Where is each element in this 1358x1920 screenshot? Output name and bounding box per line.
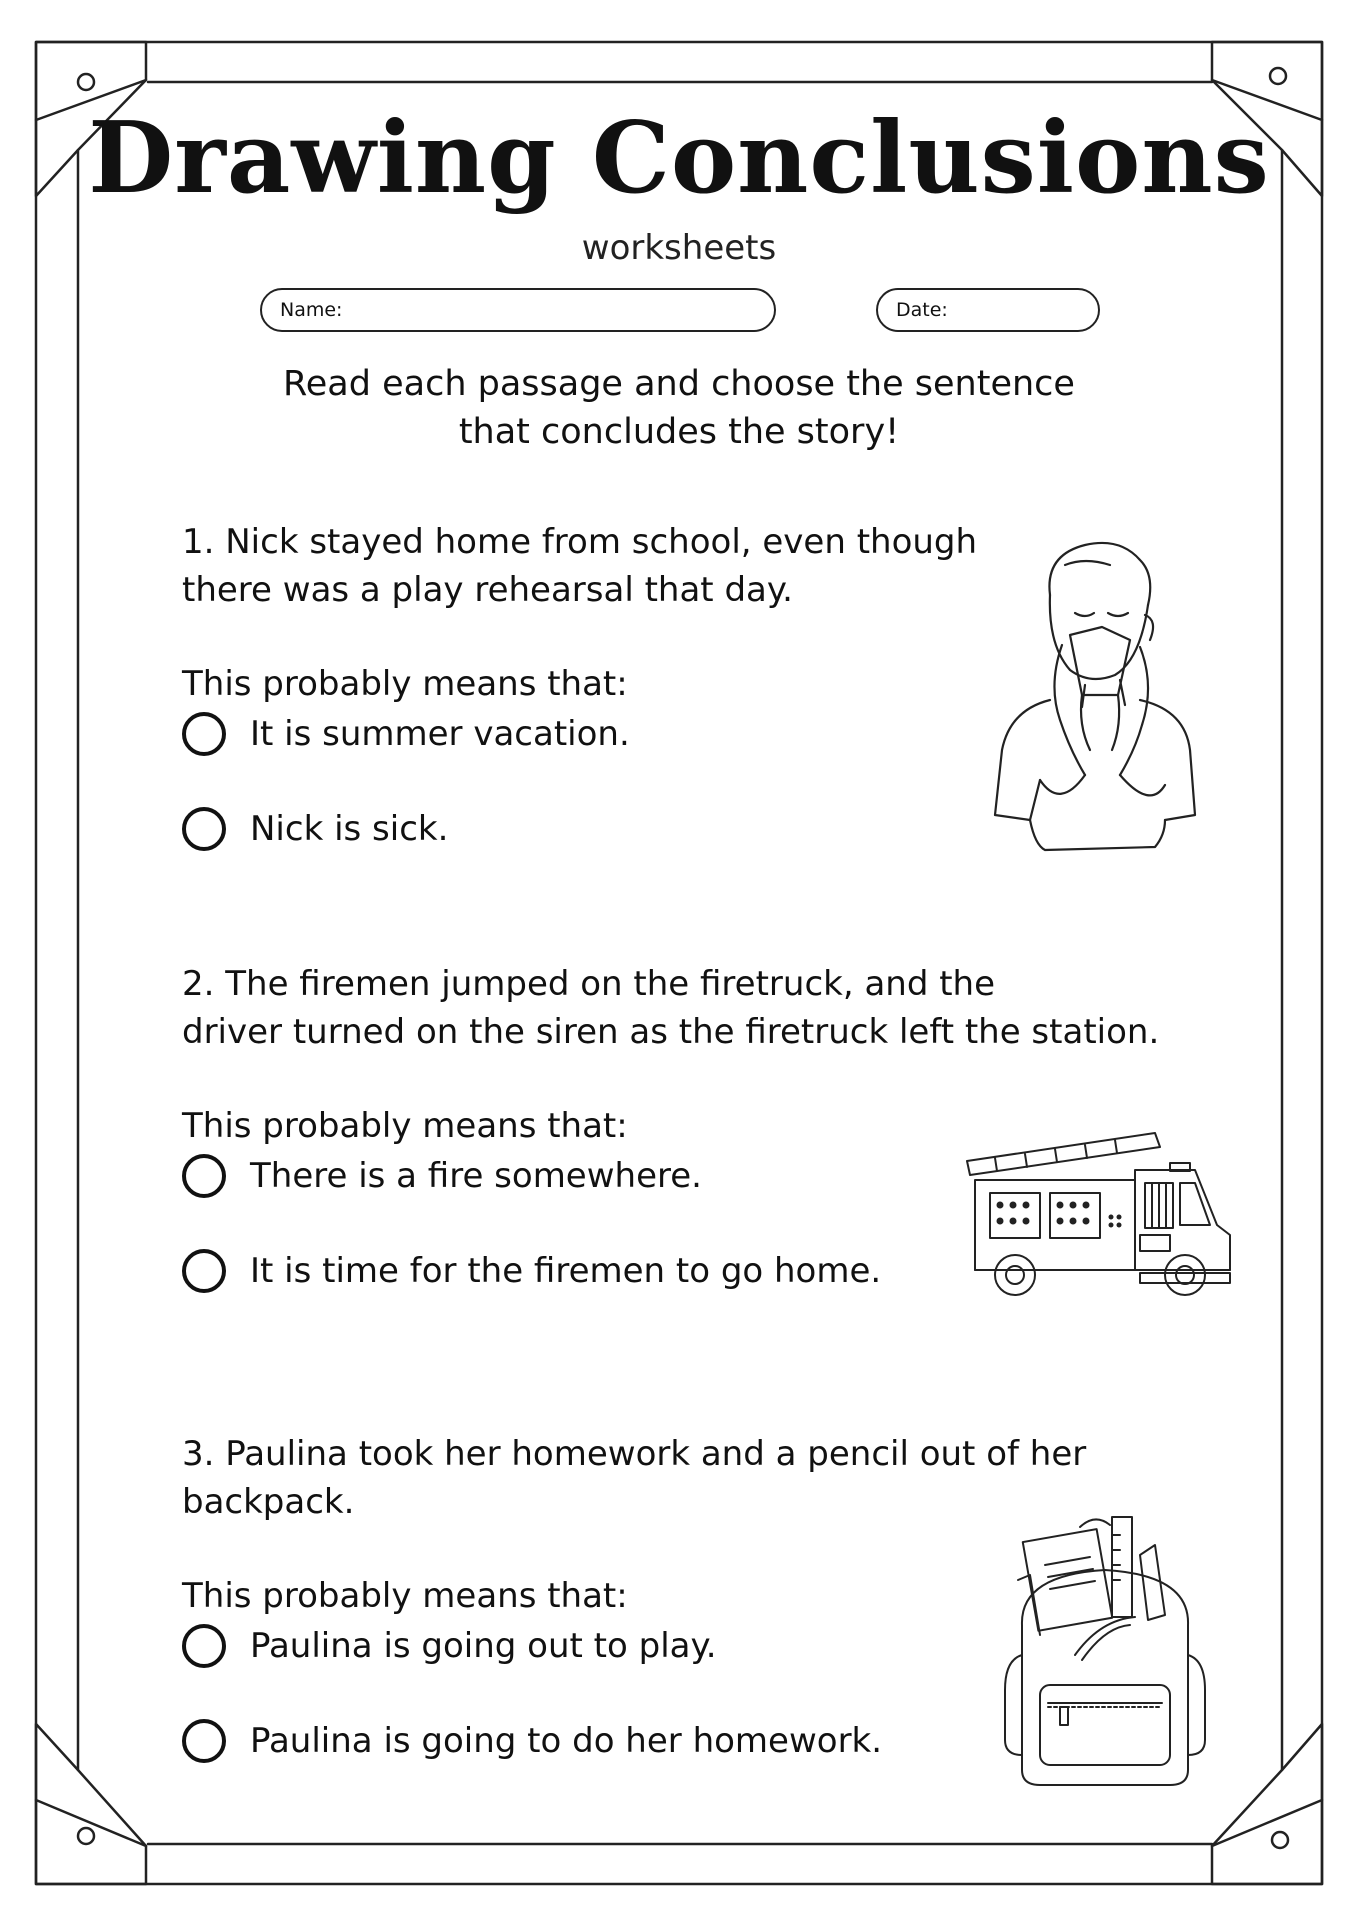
option-label: Paulina is going out to play. [250,1626,717,1666]
backpack-icon [1000,1515,1220,1790]
option-label: Paulina is going to do her homework. [250,1721,883,1761]
question-3-line-2: backpack. [182,1482,355,1522]
worksheet-subtitle: worksheets [581,228,777,268]
question-3-option-2[interactable] [182,1716,882,1766]
question-1-line-1: 1. Nick stayed home from school, even though [182,522,978,562]
question-3-line-1: 3. Paulina took her homework and a pencil out of her [182,1434,1087,1474]
option-label: It is summer vacation. [250,714,630,754]
option-label: It is time for the firemen to go home. [250,1251,882,1291]
question-2-prompt: This probably means that: [182,1106,628,1146]
radio-button[interactable] [182,807,226,851]
option-label: There is a fire somewhere. [250,1156,702,1196]
sneezing-person-icon [990,535,1210,855]
radio-button[interactable] [182,1719,226,1763]
question-1-option-1[interactable] [182,709,630,759]
radio-button[interactable] [182,712,226,756]
radio-button[interactable] [182,1249,226,1293]
instructions-line-2: that concludes the story! [458,412,900,452]
radio-button[interactable] [182,1624,226,1668]
question-2-option-2[interactable] [182,1246,881,1296]
firetruck-icon [955,1125,1245,1310]
question-2-passage [182,960,1159,1056]
question-3-passage [182,1430,1086,1526]
question-1-prompt: This probably means that: [182,664,628,704]
question-1-option-2[interactable] [182,804,448,854]
question-1-line-2: there was a play rehearsal that day. [182,570,793,610]
question-2-line-2: driver turned on the siren as the firetruck left the station. [182,1012,1160,1052]
worksheet-title: Drawing Conclusions [88,101,1270,216]
question-3-option-1[interactable] [182,1621,717,1671]
question-2-line-1: 2. The firemen jumped on the firetruck, and the [182,964,996,1004]
radio-button[interactable] [182,1154,226,1198]
question-1-passage [182,518,977,614]
date-field[interactable]: Date: [876,288,1100,332]
name-field[interactable]: Name: [260,288,776,332]
option-label: Nick is sick. [250,809,449,849]
instructions-line-1: Read each passage and choose the sentence [283,364,1075,404]
question-3-prompt: This probably means that: [182,1576,628,1616]
question-2-option-1[interactable] [182,1151,702,1201]
instructions [0,360,1358,456]
